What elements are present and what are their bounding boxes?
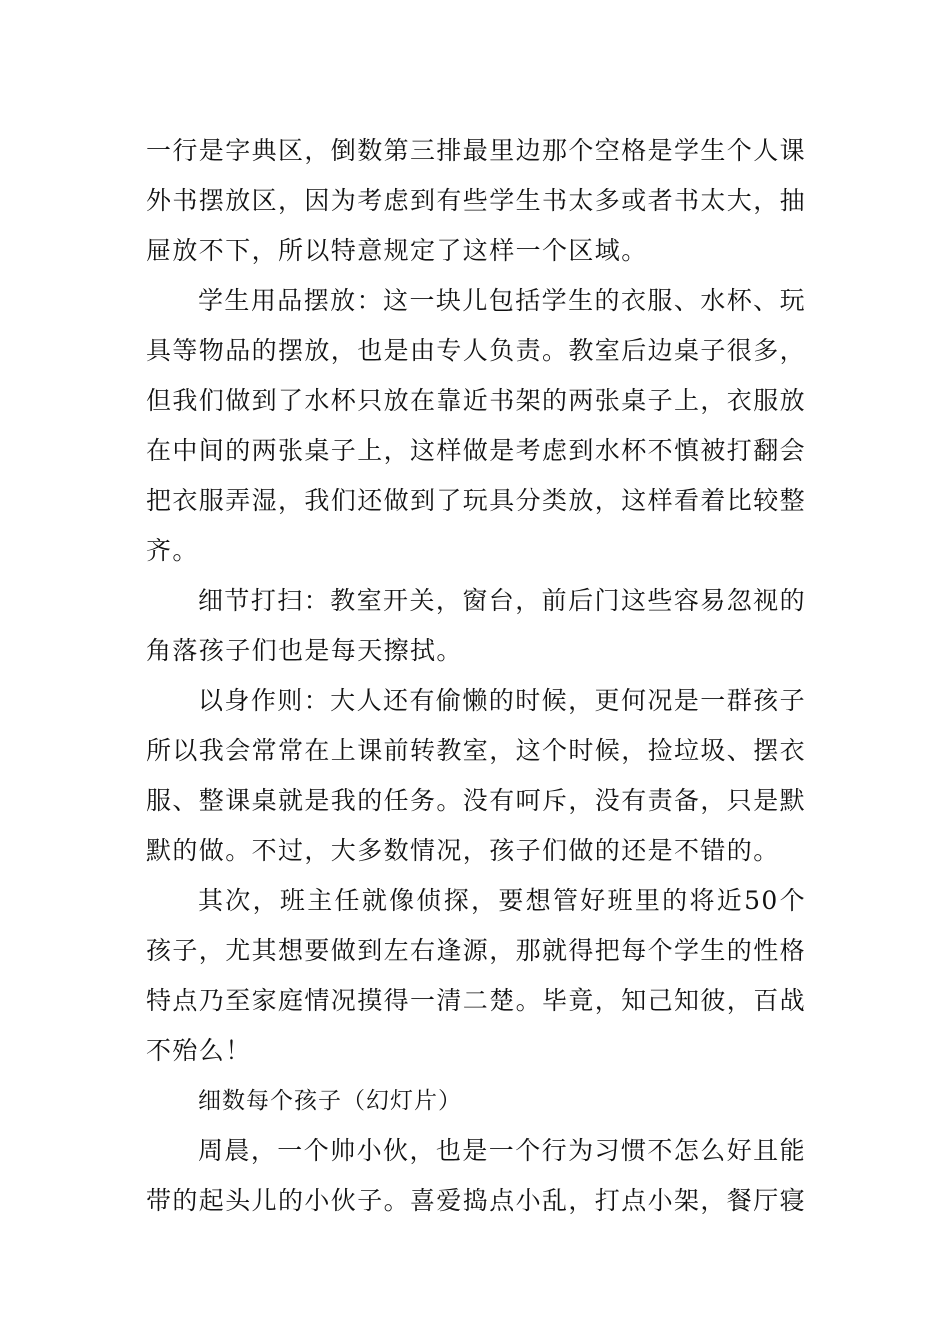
paragraph-2: 学生用品摆放：这一块儿包括学生的衣服、水杯、玩具等物品的摆放，也是由专人负责。教室后边桌子很多，但我们做到了水杯只放在靠近书架的两张桌子上，衣服放在中间的两张桌子上，这样做是考虑到水杯不慎被打翻会把衣服弄湿，我们还做到了玩具分类放，这样看着比较整齐。	[146, 286, 807, 565]
document-body	[146, 126, 806, 1226]
paragraph-6: 周晨，一个帅小伙，也是一个行为习惯不怎么好且能带的起头儿的小伙子。喜爱捣点小乱，打点小架，餐厅寝	[146, 1136, 807, 1215]
paragraph-4: 以身作则：大人还有偷懒的时候，更何况是一群孩子所以我会常常在上课前转教室，这个时候，捡垃圾、摆衣服、整课桌就是我的任务。没有呵斥，没有责备，只是默默的做。不过，大多数情况，孩子们做的还是不错的。	[146, 686, 807, 865]
paragraph-5: 其次，班主任就像侦探，要想管好班里的将近50个孩子，尤其想要做到左右逢源，那就得把每个学生的性格特点乃至家庭情况摸得一清二楚。毕竟，知己知彼，百战不殆么！	[146, 886, 807, 1065]
section-heading: 细数每个孩子（幻灯片）	[198, 1088, 462, 1114]
paragraph-1: 一行是字典区，倒数第三排最里边那个空格是学生个人课外书摆放区，因为考虑到有些学生书太多或者书太大，抽屉放不下，所以特意规定了这样一个区域。	[146, 136, 807, 265]
paragraph-3: 细节打扫：教室开关，窗台，前后门这些容易忽视的角落孩子们也是每天擦拭。	[146, 586, 806, 665]
